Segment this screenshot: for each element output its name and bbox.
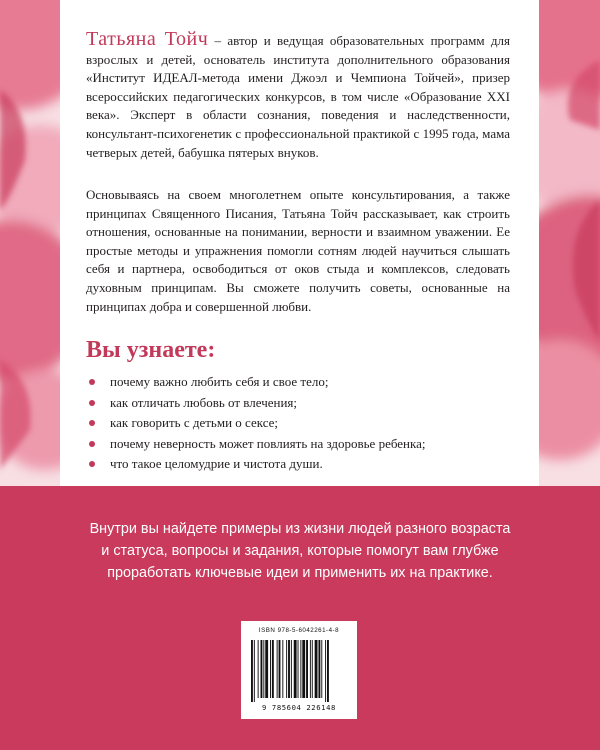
bullet-icon	[89, 441, 95, 447]
band-text	[0, 518, 600, 584]
barcode-bar	[286, 640, 287, 698]
barcode-bar	[279, 640, 281, 698]
list-item: как отличать любовь от влечения;	[86, 393, 526, 414]
barcode-bar	[312, 640, 313, 698]
bullet-icon	[89, 420, 95, 426]
author-bio-text: – автор и ведущая образовательных программ для взрослых и детей, основатель института дополнительного образования «Институт ИДЕАЛ-метода имени Джоэл и Чемпиона Тойчей», призер всероссийских педагогических конкурсов, в том числе «Образование XXI века». Эксперт в области сознания, поведения и наследственности, консультант-психогенетик с профессиональной практикой с 1995 года, мама четверых детей, бабушка пятерых внуков.	[86, 33, 510, 160]
barcode-bar	[270, 640, 271, 698]
isbn-label: ISBN 978-5-6042261-4-8	[258, 627, 340, 634]
barcode-bar	[294, 640, 297, 698]
barcode-digits: 9 785604 226148	[262, 703, 336, 712]
band-line: Внутри вы найдете примеры из жизни людей разного возраста	[89, 521, 511, 537]
band-line: и статуса, вопросы и задания, которые помогут вам глубже	[101, 543, 499, 559]
barcode-bar	[306, 640, 308, 698]
barcode-bar	[265, 640, 268, 698]
learn-heading: Вы узнаете:	[86, 337, 216, 363]
bullet-icon	[89, 400, 95, 406]
barcode-bar	[315, 640, 318, 698]
barcode-bar	[282, 640, 283, 698]
barcode-bar	[327, 640, 329, 702]
author-name: Татьяна Тойч	[86, 28, 209, 50]
barcode-bar	[254, 640, 255, 702]
book-description: Основываясь на своем многолетнем опыте консультирования, а также принципах Священного Писания, Татьяна Тойч рассказывает, как строить отношения, основанные на понимании, верности и взаимном уважении. Ее простые методы и упражнения помогли сотням людей научиться слышать себя и партнера, освободиться от оков стыда и комплексов, следовать духовным принципам. Вы сможете получить советы, основанные на принципах добра и совершенной любви.	[86, 187, 510, 314]
barcode-bar	[261, 640, 263, 698]
list-item: что такое целомудрие и чистота души.	[86, 454, 526, 475]
barcode-bar	[302, 640, 305, 698]
bullet-icon	[89, 461, 95, 467]
barcode-bar	[291, 640, 292, 698]
barcode-bar	[318, 640, 320, 698]
barcode	[241, 621, 357, 719]
barcode-bars	[251, 640, 347, 702]
learn-list	[86, 372, 526, 475]
barcode-bar	[258, 640, 259, 698]
barcode-bar	[251, 640, 253, 702]
barcode-bar	[263, 640, 264, 698]
bullet-icon	[89, 379, 95, 385]
band-line: проработать ключевые идеи и применить их на практике.	[107, 565, 493, 581]
barcode-bar	[310, 640, 311, 698]
barcode-bar	[300, 640, 301, 698]
barcode-bar	[288, 640, 290, 698]
list-item: почему неверность может повлиять на здоровье ребенка;	[86, 434, 526, 455]
barcode-bar	[325, 640, 326, 702]
barcode-bar	[321, 640, 322, 698]
barcode-bar	[298, 640, 299, 698]
list-item: как говорить с детьми о сексе;	[86, 413, 526, 434]
barcode-bar	[272, 640, 274, 698]
barcode-bar	[277, 640, 278, 698]
author-bio	[86, 30, 510, 162]
list-item: почему важно любить себя и свое тело;	[86, 372, 526, 393]
